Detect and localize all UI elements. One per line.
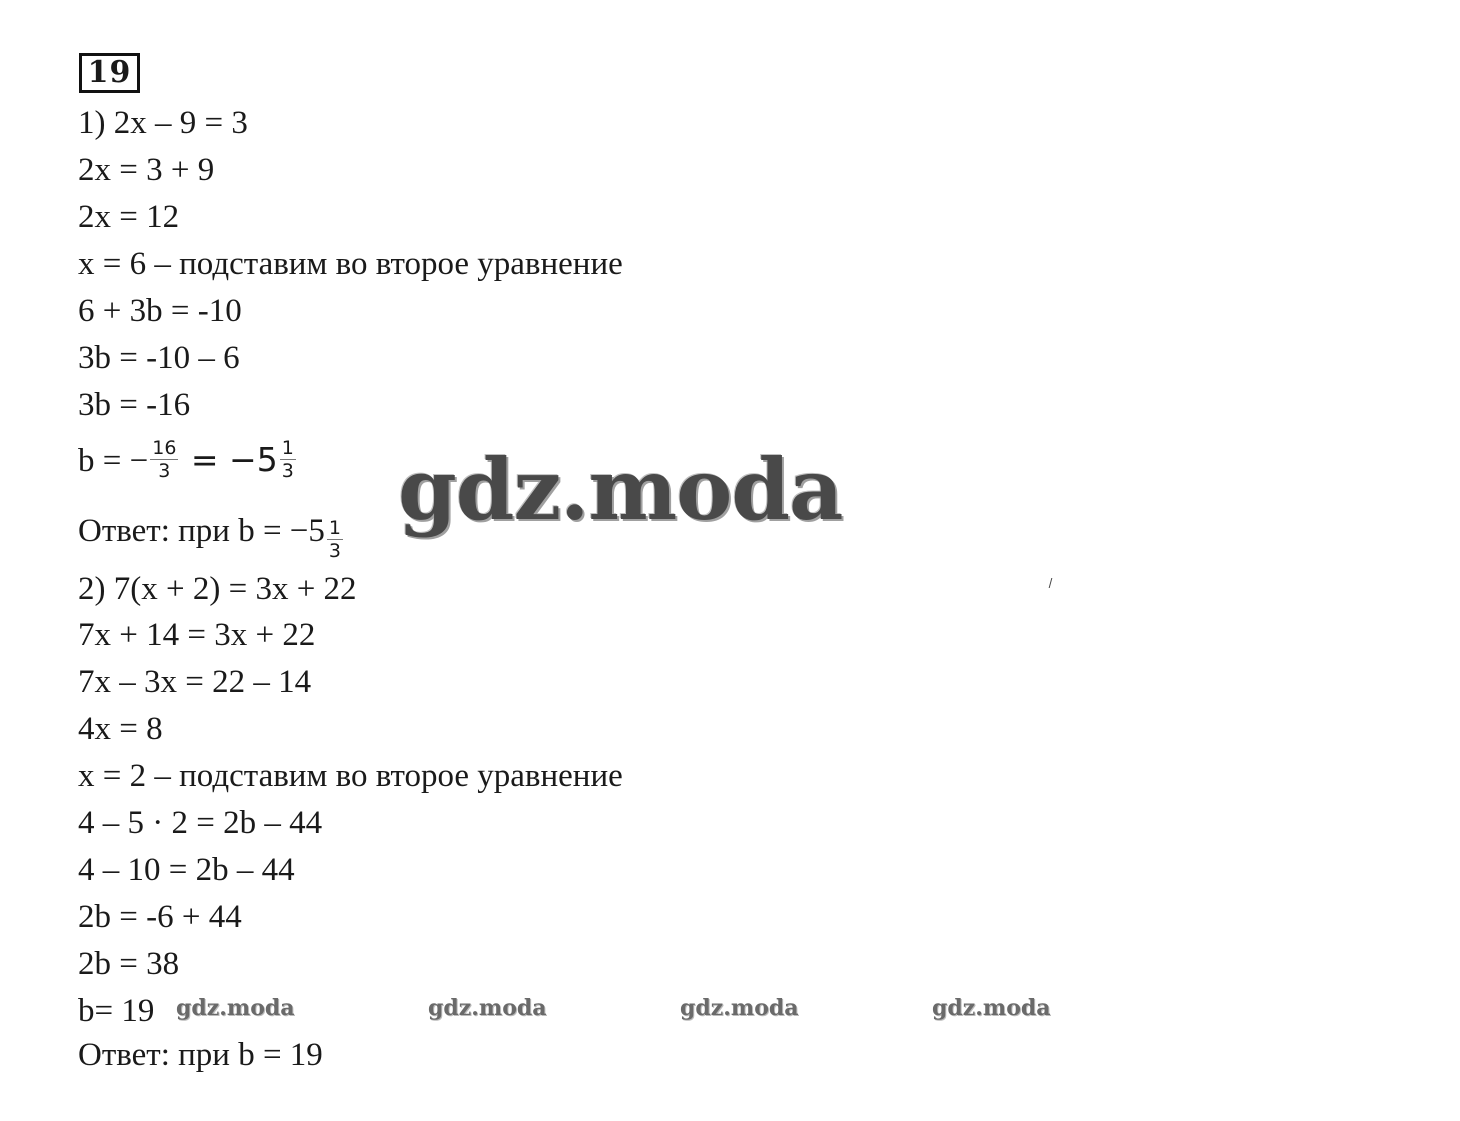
task-number-box: 19 (79, 53, 140, 93)
b-mixed-numerator: 1 (281, 436, 294, 459)
part1-line-5: 6 + 3b = -10 (78, 293, 242, 329)
answer1-numerator: 1 (328, 517, 342, 539)
part1-line-3: 2x = 12 (78, 199, 180, 235)
part2-answer: Ответ: при b = 19 (78, 1037, 323, 1073)
b-fraction-denominator: 3 (158, 459, 171, 482)
part2-line-10: b= 19 (78, 993, 155, 1029)
part2-line-2: 7x + 14 = 3x + 22 (78, 617, 316, 653)
b-fraction-numerator: 16 (152, 436, 177, 459)
b-prefix: b = − (78, 443, 149, 479)
part2-line-8: 2b = -6 + 44 (78, 899, 242, 935)
b-fraction (150, 437, 178, 482)
part1-line-6: 3b = -10 – 6 (78, 340, 240, 376)
part2-line-3: 7x – 3x = 22 – 14 (78, 664, 312, 700)
part2-line-6: 4 – 5 · 2 = 2b – 44 (78, 805, 323, 841)
b-mixed-fraction (280, 437, 296, 482)
watermark-large: gdz.moda (398, 440, 843, 539)
answer1-denominator: 3 (328, 540, 342, 562)
part1-line-4: x = 6 – подставим во второе уравнение (78, 246, 623, 282)
b-equals-mixed: = −5 (180, 440, 278, 479)
part1-line-1: 1) 2x – 9 = 3 (78, 105, 248, 141)
watermark-small-2: gdz.moda (428, 995, 547, 1021)
part1-answer (78, 511, 345, 562)
part1-line-2: 2x = 3 + 9 (78, 152, 215, 188)
part2-line-7: 4 – 10 = 2b – 44 (78, 852, 295, 888)
part2-line-9: 2b = 38 (78, 946, 180, 982)
answer1-fraction (327, 517, 343, 562)
watermark-small-4: gdz.moda (932, 995, 1051, 1021)
watermark-small-3: gdz.moda (680, 995, 799, 1021)
part1-line-7: 3b = -16 (78, 387, 191, 423)
answer1-prefix: Ответ: при b = −5 (78, 513, 325, 550)
b-mixed-denominator: 3 (281, 459, 294, 482)
stray-mark (1045, 578, 1053, 588)
part2-line-1: 2) 7(x + 2) = 3x + 22 (78, 571, 357, 607)
part2-line-4: 4x = 8 (78, 711, 163, 747)
part1-line-b (78, 436, 298, 486)
part2-line-5: x = 2 – подставим во второе уравнение (78, 758, 623, 794)
watermark-small-1: gdz.moda (176, 995, 295, 1021)
